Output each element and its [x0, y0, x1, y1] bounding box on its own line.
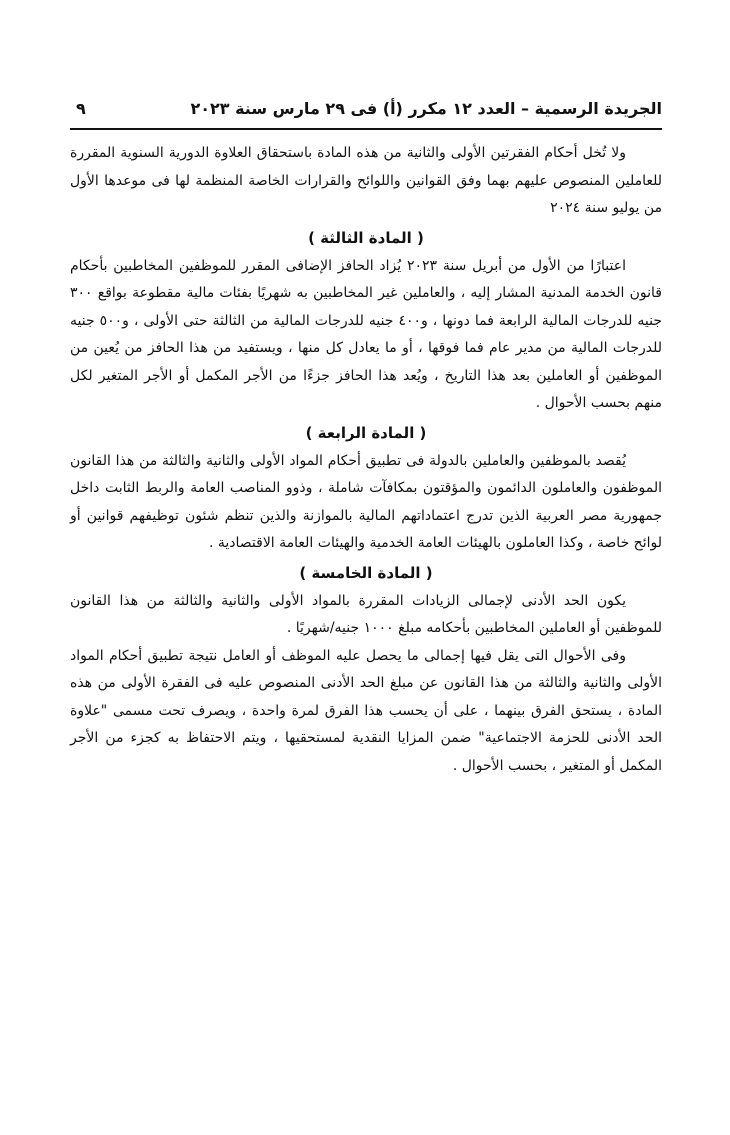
paragraph-article-2-closing: ولا تُخل أحكام الفقرتين الأولى والثانية من هذه المادة باستحقاق العلاوة الدورية السنوية المقررة للعاملين المنصوص عليهم بهما وفق القوانين واللوائح والقرارات الخاصة المنظمة لها فى موعدها الأول من يوليو سنة ٢٠٢٤: [70, 145, 662, 216]
paragraph-article-3: اعتبارًا من الأول من أبريل سنة ٢٠٢٣ يُزاد الحافز الإضافى المقرر للموظفين المخاطبين بأحكام قانون الخدمة المدنية المشار إليه ، والعاملين غير المخاطبين به شهريًا بفئات مالية مقطوعة بواقع ٣٠٠ جنيه للدرجات المالية الرابعة فما دونها ، و٤٠٠ جنيه للدرجات المالية من الثالثة حتى الأولى ، و٥٠٠ جنيه للدرجات المالية من مدير عام فما فوقها ، أو ما يعادل كل منها ، ويستفيد من هذا الحافز من يُعين من الموظفين أو العاملين بعد هذا التاريخ ، ويُعد هذا الحافز جزءًا من الأجر المكمل أو الأجر المتغير لكل منهم بحسب الأحوال .: [70, 257, 663, 411]
paragraph-article-5-second: وفى الأحوال التى يقل فيها إجمالى ما يحصل عليه الموظف أو العامل نتيجة تطبيق أحكام المواد الأولى والثانية والثالثة من هذا القانون عن مبلغ الحد الأدنى المنصوص عليه فى الفقرة الأولى من هذه المادة ، يستحق الفرق بينهما ، على أن يحسب هذا الفرق لمرة واحدة ، ويصرف تحت مسمى "علاوة الحد الأدنى للحزمة الاجتماعية" ضمن المزايا النقدية لمستحقيها ، ويتم الاحتفاظ به كجزء من الأجر المكمل أو المتغير ، بحسب الأحوال .: [70, 647, 662, 774]
heading-article-4: ( المادة الرابعة ): [305, 423, 427, 442]
header-rule: [70, 128, 662, 130]
paragraph-article-4: يُقصد بالموظفين والعاملين بالدولة فى تطبيق أحكام المواد الأولى والثانية والثالثة من هذا القانون الموظفون والعاملون الدائمون والمؤقتون بمكافآت شاملة ، وذوو المناصب العامة والربط الثابت داخل جمهورية مصر العربية الذين تدرج اعتماداتهم المالية بالموازنة والذين تنظم شئون توظيفهم قوانين أو لوائح خاصة ، وكذا العاملون بالهيئات العامة الخدمية والهيئات العامة الاقتصادية .: [70, 452, 662, 551]
page-header: [70, 92, 662, 126]
header-title: الجريدة الرسمية – العدد ١٢ مكرر (أ) فى ٢٩ مارس سنة ٢٠٢٣: [190, 99, 662, 118]
gazette-page: [70, 92, 662, 780]
page-number: ٩: [76, 99, 86, 118]
heading-article-3: ( المادة الثالثة ): [308, 228, 424, 247]
heading-article-5: ( المادة الخامسة ): [299, 563, 433, 582]
document-body: [70, 140, 662, 780]
paragraph-article-5-first: يكون الحد الأدنى لإجمالى الزيادات المقررة بالمواد الأولى والثانية والثالثة من هذا القانون للموظفين أو العاملين المخاطبين بأحكامه مبلغ ١٠٠٠ جنيه/شهريًا .: [70, 592, 662, 636]
